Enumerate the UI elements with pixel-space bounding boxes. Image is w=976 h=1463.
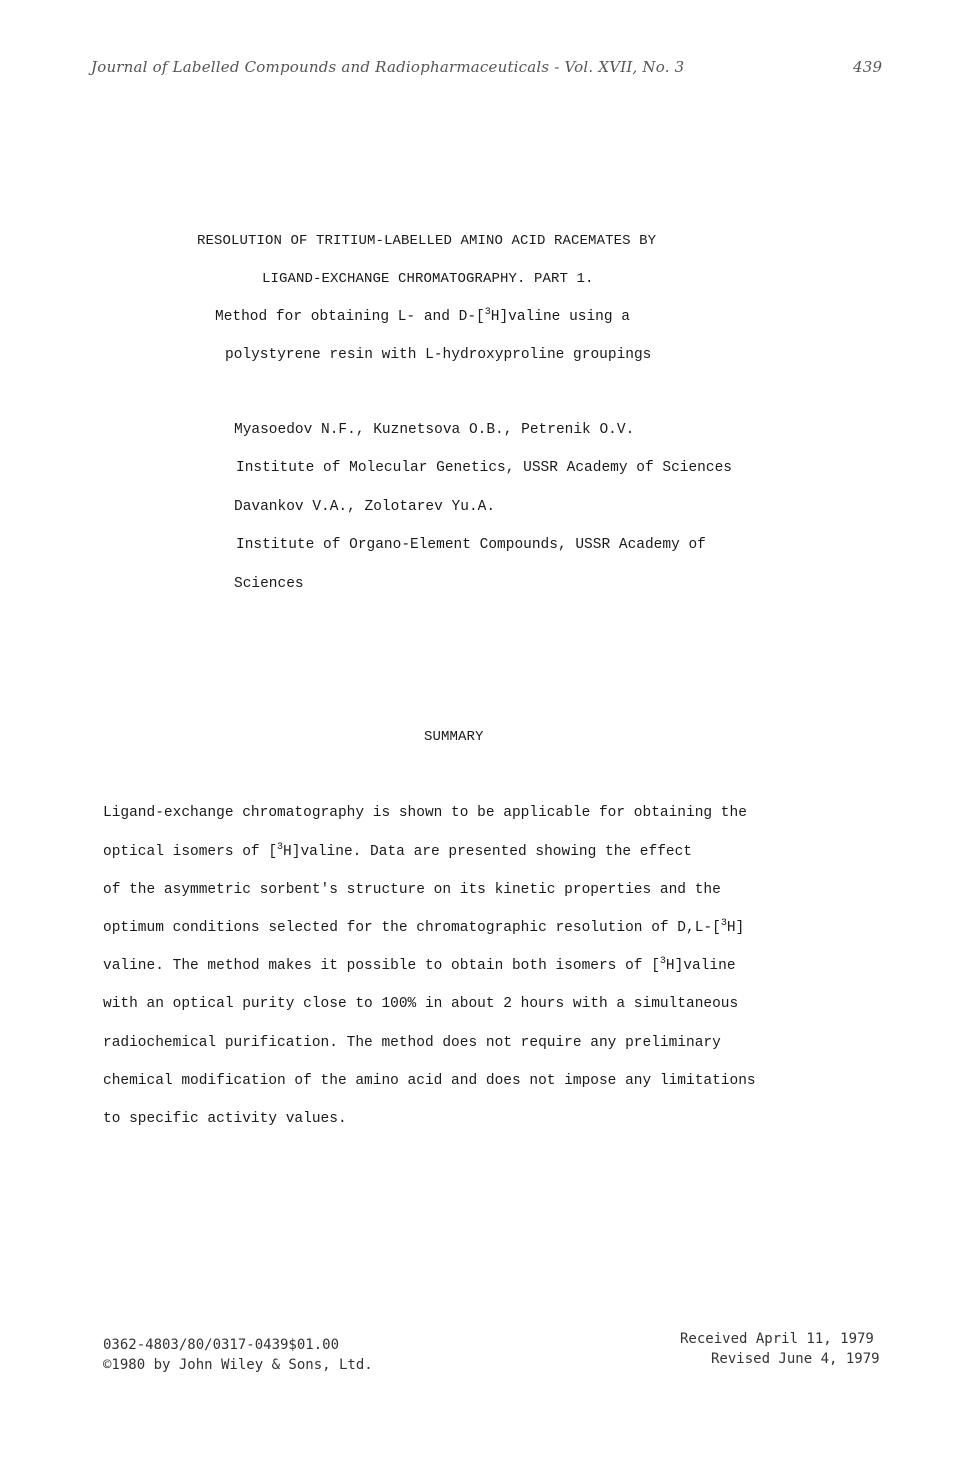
affiliation-2-line-1: Institute of Organo-Element Compounds, USSR Academy of	[236, 537, 706, 553]
revised-date: Revised June 4, 1979	[711, 1351, 880, 1367]
affiliation-1: Institute of Molecular Genetics, USSR Academy of Sciences	[236, 460, 732, 476]
authors-group-2: Davankov V.A., Zolotarev Yu.A.	[234, 499, 496, 515]
subtitle-line-1-pre: Method for obtaining L- and D-[	[215, 309, 485, 325]
summary-line-6: with an optical purity close to 100% in about 2 hours with a simultaneous	[103, 996, 739, 1012]
title-line-1: RESOLUTION OF TRITIUM-LABELLED AMINO ACID RACEMATES BY	[197, 233, 657, 249]
summary-line-2-pre: optical isomers of [	[103, 844, 278, 860]
summary-line-1: Ligand-exchange chromatography is shown to be applicable for obtaining the	[103, 805, 747, 821]
journal-header: Journal of Labelled Compounds and Radiopharmaceuticals - Vol. XVII, No. 3	[91, 58, 685, 76]
summary-line-8: chemical modification of the amino acid and does not impose any limitations	[103, 1073, 756, 1089]
summary-line-4-pre: optimum conditions selected for the chromatographic resolution of D,L-[	[103, 920, 721, 936]
summary-line-3: of the asymmetric sorbent's structure on its kinetic properties and the	[103, 882, 721, 898]
affiliation-2-line-2: Sciences	[234, 576, 304, 592]
summary-line-9: to specific activity values.	[103, 1111, 347, 1127]
summary-line-2-post: H]valine. Data are presented showing the effect	[283, 844, 693, 860]
tritium-superscript: 3	[720, 918, 727, 929]
summary-line-2	[103, 844, 692, 860]
subtitle-line-1-post: H]valine using a	[490, 309, 630, 325]
summary-heading: SUMMARY	[424, 729, 484, 745]
subtitle-line-1	[215, 309, 630, 325]
tritium-superscript: 3	[484, 307, 491, 318]
summary-line-4-post: H]	[726, 920, 745, 936]
tritium-superscript: 3	[277, 842, 284, 853]
summary-line-5-pre: valine. The method makes it possible to obtain both isomers of [	[103, 958, 660, 974]
copyright-notice: ©1980 by John Wiley & Sons, Ltd.	[103, 1357, 373, 1373]
subtitle-line-2: polystyrene resin with L-hydroxyproline groupings	[225, 347, 652, 363]
summary-line-5	[103, 958, 736, 974]
summary-line-5-post: H]valine	[665, 958, 736, 974]
received-date: Received April 11, 1979	[680, 1331, 874, 1347]
title-line-2: LIGAND-EXCHANGE CHROMATOGRAPHY. PART 1.	[262, 271, 594, 287]
authors-group-1: Myasoedov N.F., Kuznetsova O.B., Petrenik O.V.	[234, 422, 635, 438]
article-code: 0362-4803/80/0317-0439$01.00	[103, 1337, 340, 1353]
tritium-superscript: 3	[659, 956, 666, 967]
page-number: 439	[853, 58, 883, 76]
summary-line-7: radiochemical purification. The method does not require any preliminary	[103, 1035, 721, 1051]
summary-line-4	[103, 920, 744, 936]
